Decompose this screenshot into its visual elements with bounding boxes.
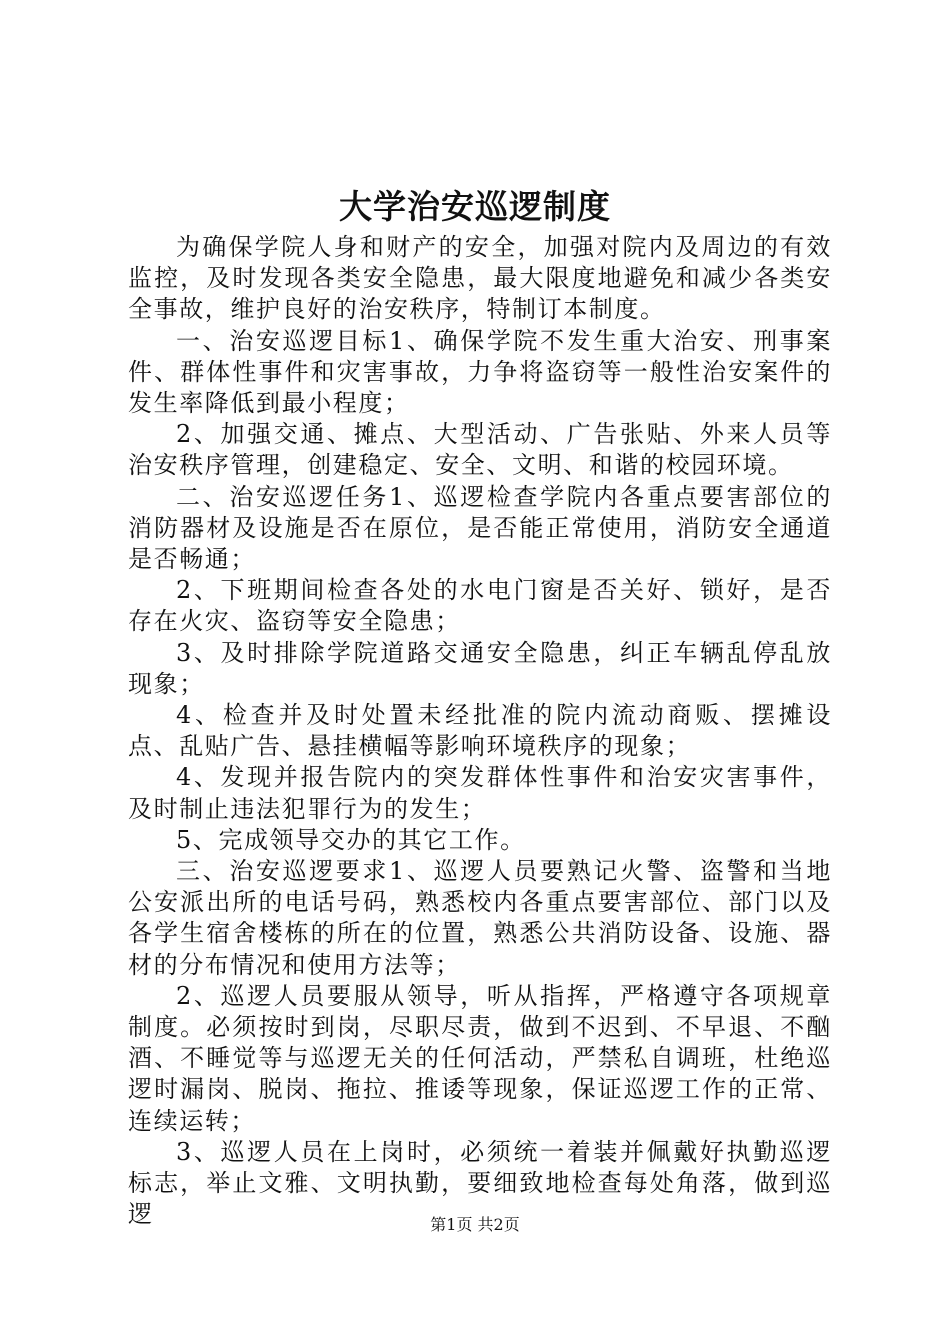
paragraph-requirement-2: 2、巡逻人员要服从领导，听从指挥，严格遵守各项规章制度。必须按时到岗，尽职尽责，做到不迟到、不早退、不酗酒、不睡觉等与巡逻无关的任何活动，严禁私自调班，杜绝巡逻时漏岗、脱岗、拖拉、推诿等现象，保证巡逻工作的正常、连续运转； — [128, 981, 832, 1135]
paragraph-task-4a: 4、检查并及时处置未经批准的院内流动商贩、摆摊设点、乱贴广告、悬挂横幅等影响环境秩序的现象； — [128, 701, 832, 761]
paragraph-task-4b: 4、发现并报告院内的突发群体性事件和治安灾害事件，及时制止违法犯罪行为的发生； — [128, 763, 832, 823]
paragraph-requirement-3: 3、巡逻人员在上岗时，必须统一着装并佩戴好执勤巡逻标志，举止文雅、文明执勤，要细致地检查每处角落，做到巡逻 — [128, 1137, 832, 1229]
paragraph-task-5: 5、完成领导交办的其它工作。 — [176, 825, 526, 854]
document-body — [128, 232, 832, 1231]
document-title: 大学治安巡逻制度 — [339, 187, 611, 226]
paragraph-goal-1: 一、治安巡逻目标1、确保学院不发生重大治安、刑事案件、群体性事件和灾害事故，力争将盗窃等一般性治安案件的发生率降低到最小程度； — [128, 326, 832, 418]
paragraph-intro: 为确保学院人身和财产的安全，加强对院内及周边的有效监控，及时发现各类安全隐患，最大限度地避免和减少各类安全事故，维护良好的治安秩序，特制订本制度。 — [128, 233, 832, 324]
paragraph-requirement-1: 三、治安巡逻要求1、巡逻人员要熟记火警、盗警和当地公安派出所的电话号码，熟悉校内各重点要害部位、部门以及各学生宿舍楼栋的所在的位置，熟悉公共消防设备、设施、器材的分布情况和使用方法等； — [128, 857, 832, 979]
paragraph-task-1: 二、治安巡逻任务1、巡逻检查学院内各重点要害部位的消防器材及设施是否在原位，是否能正常使用，消防安全通道是否畅通； — [128, 482, 832, 574]
paragraph-task-3: 3、及时排除学院道路交通安全隐患，纠正车辆乱停乱放现象； — [128, 638, 832, 698]
paragraph-goal-2: 2、加强交通、摊点、大型活动、广告张贴、外来人员等治安秩序管理，创建稳定、安全、文明、和谐的校园环境。 — [128, 420, 832, 480]
paragraph-task-2: 2、下班期间检查各处的水电门窗是否关好、锁好，是否存在火灾、盗窃等安全隐患； — [128, 576, 832, 636]
page-number-footer: 第1页 共2页 — [430, 1215, 520, 1234]
